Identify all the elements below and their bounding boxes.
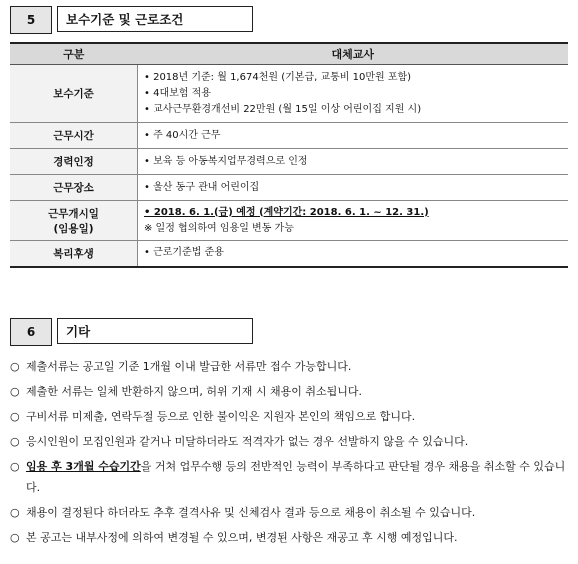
note-text-rest: 을 거쳐 업무수행 등의 전반적인 능력이 부족하다고 판단될 경우 채용을 취소할 수 있습니다.	[26, 460, 566, 494]
section-6-header	[10, 318, 253, 346]
note-text: 구비서류 미제출, 연락두절 등으로 인한 불이익은 지원자 본인의 책임으로 합니다.	[26, 410, 416, 423]
conditions-table	[10, 42, 568, 268]
section-number: 6	[10, 318, 52, 346]
row-label-line: 근무개시일	[48, 207, 99, 220]
circle-bullet-icon: ○	[10, 531, 20, 544]
circle-bullet-icon: ○	[10, 435, 20, 448]
note-text	[26, 456, 568, 498]
section-title: 보수기준 및 근로조건	[57, 6, 253, 32]
row-content	[138, 201, 569, 241]
table-row	[10, 65, 568, 123]
row-line: • 4대보험 적용	[144, 87, 211, 99]
row-label-line: (임용일)	[53, 222, 94, 235]
note-text: 채용이 결정된다 하더라도 추후 결격사유 및 신체검사 결과 등으로 채용이 취소될 수 있습니다.	[26, 506, 476, 519]
note-emphasis: 임용 후 3개월 수습기간	[26, 460, 141, 473]
row-content	[138, 149, 569, 175]
list-item	[10, 502, 568, 523]
row-line: • 주 40시간 근무	[144, 129, 221, 141]
row-line: ※ 일정 협의하여 임용일 변동 가능	[144, 222, 294, 234]
note-text: 제출서류는 공고일 기준 1개월 이내 발급한 서류만 접수 가능합니다.	[26, 360, 352, 373]
row-content	[138, 241, 569, 267]
table-row	[10, 241, 568, 267]
section-number: 5	[10, 6, 52, 34]
table-header-row	[10, 43, 568, 65]
notes-list	[10, 356, 568, 552]
row-content	[138, 123, 569, 149]
column-header-substitute-teacher: 대체교사	[138, 43, 569, 65]
row-label	[10, 201, 138, 241]
row-line: • 근로기준법 준용	[144, 247, 224, 259]
circle-bullet-icon: ○	[10, 506, 20, 519]
row-label: 근무시간	[10, 123, 138, 149]
row-label: 보수기준	[10, 65, 138, 123]
row-label: 복리후생	[10, 241, 138, 267]
row-label: 경력인정	[10, 149, 138, 175]
section-5-header	[10, 6, 253, 34]
row-label: 근무장소	[10, 175, 138, 201]
column-header-category: 구분	[10, 43, 138, 65]
row-line: • 교사근무환경개선비 22만원 (월 15일 이상 어린이집 지원 시)	[144, 103, 422, 115]
list-item	[10, 381, 568, 402]
list-item	[10, 527, 568, 548]
row-line: • 울산 동구 관내 어린이집	[144, 181, 260, 193]
circle-bullet-icon: ○	[10, 460, 20, 473]
list-item	[10, 406, 568, 427]
row-content	[138, 175, 569, 201]
table-row	[10, 149, 568, 175]
list-item	[10, 356, 568, 377]
note-text: 본 공고는 내부사정에 의하여 변경될 수 있으며, 변경된 사항은 재공고 후 시행 예정입니다.	[26, 531, 458, 544]
circle-bullet-icon: ○	[10, 385, 20, 398]
circle-bullet-icon: ○	[10, 360, 20, 373]
section-title: 기타	[57, 318, 253, 344]
list-item	[10, 431, 568, 452]
table-row	[10, 175, 568, 201]
row-line: • 보육 등 아동복지업무경력으로 인정	[144, 155, 308, 167]
circle-bullet-icon: ○	[10, 410, 20, 423]
table-row	[10, 123, 568, 149]
row-line: • 2018년 기준: 월 1,674천원 (기본급, 교통비 10만원 포함)	[144, 71, 412, 83]
note-text: 응시인원이 모집인원과 같거나 미달하더라도 적격자가 없는 경우 선발하지 않을 수 있습니다.	[26, 435, 469, 448]
list-item	[10, 456, 568, 498]
row-line-emphasis: • 2018. 6. 1.(금) 예정 (계약기간: 2018. 6. 1. ~ 12. 31.)	[144, 206, 429, 218]
row-content	[138, 65, 569, 123]
table-row	[10, 201, 568, 241]
note-text: 제출한 서류는 일체 반환하지 않으며, 허위 기재 시 채용이 취소됩니다.	[26, 385, 362, 398]
